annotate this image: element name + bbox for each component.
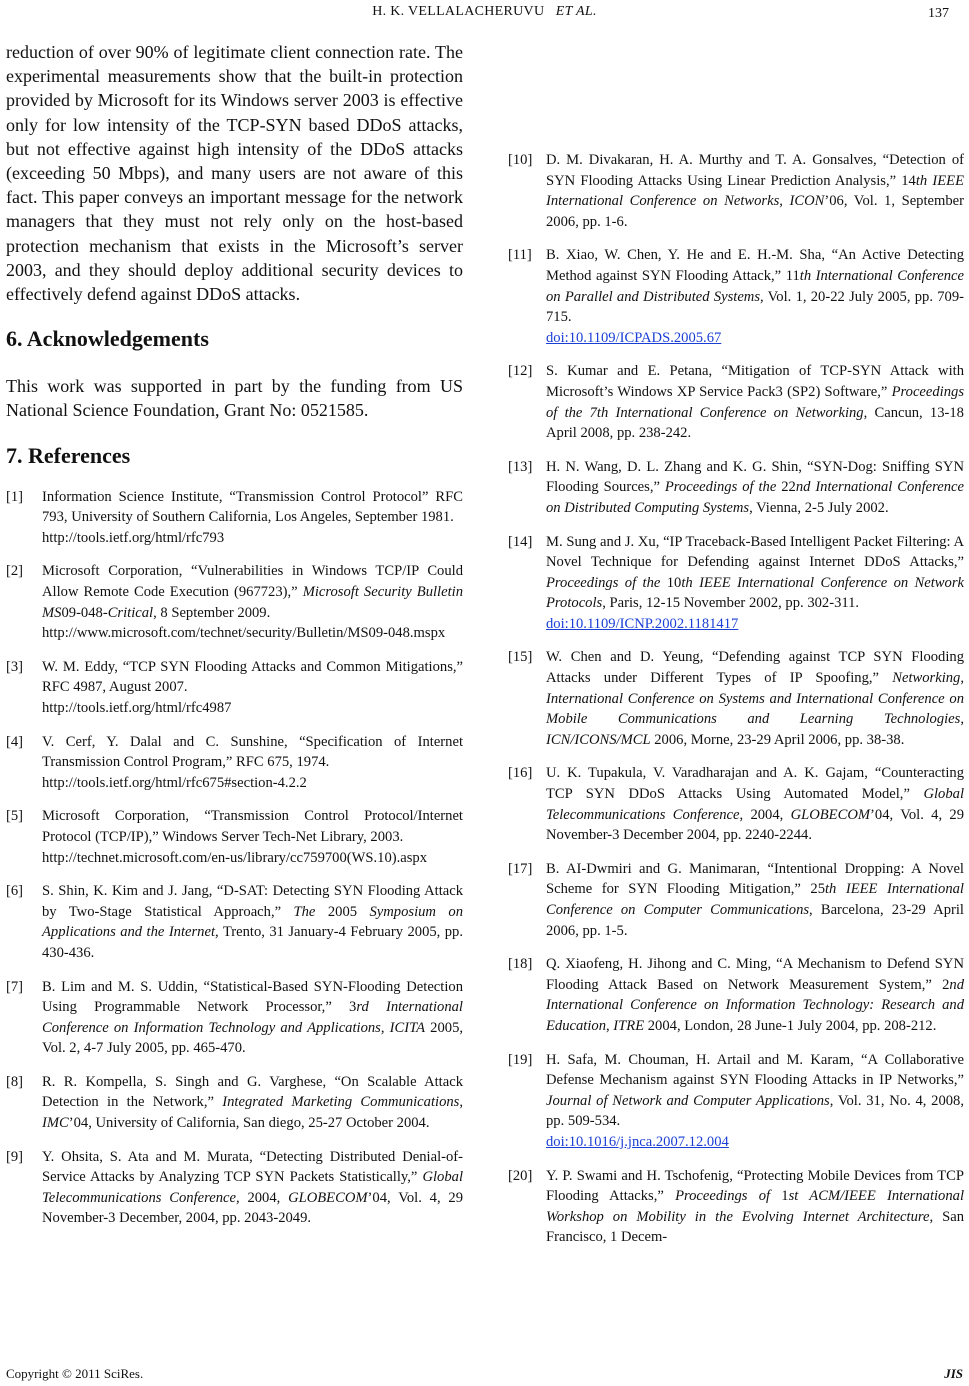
reference-text: , Barcelona, 23-29 April 2006, pp. 1-5.: [546, 902, 964, 939]
reference-number: [19]: [508, 1051, 533, 1068]
reference-venue: Journal of Network and Computer Applications: [546, 1092, 830, 1109]
reference-text: ,: [779, 193, 790, 210]
acknowledgements-text: This work was supported in part by the funding from US National Science Foundation, Grant No: 0521585.: [6, 376, 463, 421]
reference-text: , Cancun, 13-18 April 2008, pp. 238-242.: [546, 404, 964, 442]
acknowledgements-heading: 6. Acknowledgements: [6, 326, 209, 352]
reference-venue: Global Telecommunications Conference: [42, 1169, 463, 1206]
reference-venue: Global Telecommunications Conference: [546, 786, 964, 823]
reference-text: B. Lim and M. S. Uddin, “Statistical-Based SYN-Flooding Detection Using Programmable Network Processor,” 3: [42, 978, 463, 1016]
reference-number: [10]: [508, 152, 533, 168]
reference-text: , Vol. 1, 20-22 July 2005, pp. 709-715.: [546, 288, 964, 326]
reference-url[interactable]: http://www.microsoft.com/technet/security/Bulletin/MS09-048.mspx: [42, 625, 446, 642]
reference-number: [8]: [6, 1073, 24, 1090]
reference-text: 2004, London, 28 June-1 July 2004, pp. 208-212.: [644, 1017, 937, 1034]
reference-item: [6, 806, 463, 868]
doi-link[interactable]: doi:10.1016/j.jnca.2007.12.004: [546, 1133, 729, 1150]
reference-text: Q. Xiaofeng, H. Jihong and C. Ming, “A Mechanism to Defend SYN Flooding Attack Based on Network Measurement System,” 2: [546, 956, 964, 993]
reference-text: Y. P. Swami and H. Tschofenig, “Protecting Mobile Devices from TCP Flooding Attacks,”: [546, 1167, 964, 1205]
reference-number: [15]: [508, 649, 533, 666]
reference-text: ,: [606, 1017, 614, 1034]
reference-list-left: [6, 487, 463, 1229]
reference-venue: GLOBECOM: [288, 1189, 368, 1206]
running-title: [0, 4, 969, 20]
reference-text: ’04, University of California, San diego, 25-27 October 2004.: [68, 1115, 430, 1132]
reference-venue: Integrated Marketing Communications: [222, 1094, 460, 1111]
reference-number: [17]: [508, 860, 533, 877]
conclusion-paragraph: reduction of over 90% of legitimate client connection rate. The experimental measurements show that the built-in protection provided by Microsoft for its Windows server 2003 is effective only for low intensity of the TCP-SYN based DDoS attacks, but not effective against high intensity of the DDoS attacks (exceeding 50 Mbps), and many users are not aware of this fact. This paper conveys an important message for the network managers that they must not rely only on the host-based protection mechanism that exists in the Microsoft’s server 2003, and they should deploy additional security devices to effectively defend against DDoS attacks.: [6, 42, 463, 305]
reference-number: [16]: [508, 765, 533, 782]
doi-link[interactable]: doi:10.1109/ICNP.2002.1181417: [546, 615, 739, 632]
reference-venue: GLOBECOM: [790, 806, 871, 823]
reference-venue: Symposium on Applications and the Internet: [42, 903, 463, 941]
reference-venue: ICN/ICONS/MCL: [546, 731, 651, 748]
reference-text: 10: [660, 574, 682, 591]
reference-text: , 2004,: [235, 1189, 289, 1206]
reference-number: [18]: [508, 956, 533, 973]
reference-text: W. Chen and D. Yeung, “Defending against TCP SYN Flooding Attacks under Different Types of IP Spoofing,”: [546, 649, 964, 687]
reference-item: [6, 732, 463, 794]
reference-url[interactable]: http://tools.ietf.org/html/rfc793: [42, 529, 225, 546]
reference-item: [508, 763, 964, 845]
reference-venue: th IEEE International Conference on Networks: [546, 172, 964, 210]
reference-text: , Trento, 31 January-4 February 2005, pp. 430-436.: [42, 924, 463, 961]
reference-text: S. Shin, K. Kim and J. Jang, “D-SAT: Detecting SYN Flooding Attack by Two-Stage Statistical Approach,”: [42, 883, 463, 920]
reference-venue: IMC: [42, 1115, 69, 1132]
reference-text: , Vienna, 2-5 July 2002.: [749, 499, 889, 516]
reference-item: [508, 532, 964, 635]
reference-number: [1]: [6, 488, 24, 505]
reference-item: [6, 487, 463, 549]
reference-number: [2]: [6, 563, 24, 580]
reference-item: [508, 457, 964, 519]
reference-url[interactable]: http://technet.microsoft.com/en-us/library/cc759700(WS.10).aspx: [42, 849, 428, 866]
reference-text: Microsoft Corporation, “Transmission Control Protocol/Internet Protocol (TCP/IP),” Windows Server Tech-Net Library, 2003.: [42, 808, 463, 845]
reference-venue: ICITA: [389, 1019, 426, 1036]
reference-item: [508, 245, 964, 348]
reference-venue: Microsoft Security Bulletin MS: [42, 584, 463, 621]
reference-url[interactable]: http://tools.ietf.org/html/rfc675#section-4.2.2: [42, 774, 307, 791]
reference-text: 22: [776, 479, 796, 496]
reference-number: [14]: [508, 533, 533, 550]
reference-item: [508, 954, 964, 1036]
reference-number: [13]: [508, 458, 533, 475]
reference-venue: th IEEE International Conference on Computer Communications: [546, 881, 964, 918]
reference-number: [20]: [508, 1167, 533, 1184]
reference-text: , Vol. 31, No. 4, 2008, pp. 509-534.: [546, 1092, 964, 1130]
reference-item: [508, 150, 964, 232]
reference-text: 2006, Morne, 23-29 April 2006, pp. 38-38.: [650, 731, 905, 748]
reference-text: Y. Ohsita, S. Ata and M. Murata, “Detecting Distributed Denial-of-Service Attacks by Analyzing TCP SYN Packets Statistically,”: [42, 1148, 463, 1186]
reference-text: 2005: [315, 903, 370, 920]
running-header: [0, 4, 969, 26]
reference-text: S. Kumar and E. Petana, “Mitigation of TCP-SYN Attack with Microsoft’s Windows XP Service Pack3 (SP2) Software,”: [546, 363, 964, 400]
reference-text: 09-048-: [61, 604, 108, 621]
reference-text: V. Cerf, Y. Dalal and C. Sunshine, “Specification of Internet Transmission Control Program,” RFC 675, 1974.: [42, 733, 463, 771]
reference-text: B. Xiao, W. Chen, Y. He and E. H.-M. Sha, “An Active Detecting Method against SYN Flooding Attack,” 11: [546, 247, 964, 284]
reference-text: H. Safa, M. Chouman, H. Artail and M. Karam, “A Collaborative Defense Mechanism against SYN Flooding Attacks in IP Networks,”: [546, 1051, 964, 1089]
reference-item: [6, 977, 463, 1059]
reference-item: [6, 1147, 463, 1229]
reference-number: [11]: [508, 247, 532, 264]
reference-text: ,: [380, 1019, 390, 1036]
reference-text: 2005, Vol. 2, 4-7 July 2005, pp. 465-470.: [42, 1019, 464, 1057]
reference-venue: The: [293, 903, 316, 920]
reference-text: Microsoft Corporation, “Vulnerabilities in Windows TCP/IP Could Allow Remote Code Execution (967723),”: [42, 563, 463, 601]
copyright-notice: Copyright © 2011 SciRes.: [6, 1366, 144, 1381]
reference-url[interactable]: http://tools.ietf.org/html/rfc4987: [42, 699, 232, 716]
reference-text: ’04, Vol. 4, 29 November-3 December 2004, pp. 2240-2244.: [546, 806, 964, 844]
reference-item: [508, 859, 964, 941]
reference-number: [3]: [6, 658, 24, 675]
reference-text: ’04, Vol. 4, 29 November-3 December, 2004, pp. 2043-2049.: [42, 1189, 463, 1227]
reference-venue: Proceedings of the: [664, 479, 777, 496]
reference-item: [6, 881, 463, 963]
reference-text: R. R. Kompella, S. Singh and G. Varghese, “On Scalable Attack Detection in the Network,”: [42, 1073, 463, 1111]
reference-text: Information Science Institute, “Transmission Control Protocol” RFC 793, University of Southern California, Los Angeles, September 1981.: [42, 488, 463, 526]
reference-venue: rd International Conference on Information Technology and Applications: [42, 999, 463, 1036]
reference-text: U. K. Tupakula, V. Varadharajan and A. K. Gajam, “Counteracting TCP SYN DDoS Attacks Using Automated Model,”: [546, 765, 964, 803]
reference-text: ,: [960, 711, 964, 728]
reference-text: M. Sung and J. Xu, “IP Traceback-Based Intelligent Packet Filtering: A Novel Technique for Defending against Internet DDoS Attacks,”: [546, 533, 964, 571]
reference-venue: Proceedings of the 7th International Conference on Networking: [546, 383, 964, 421]
reference-item: [508, 647, 964, 750]
doi-link[interactable]: doi:10.1109/ICPADS.2005.67: [546, 329, 722, 346]
reference-text: B. AI-Dwmiri and G. Manimaran, “Intentional Dropping: A Novel Scheme for SYN Flooding Mitigation,” 25: [546, 860, 964, 898]
left-column: [6, 40, 463, 1242]
reference-venue: Networking, International Conference on Systems and International Conference on Mobile Communications and Learning Technologies: [546, 670, 964, 728]
reference-text: H. N. Wang, D. L. Zhang and K. G. Shin, “SYN-Dog: Sniffing SYN Flooding Sources,”: [546, 458, 964, 496]
reference-item: [6, 561, 463, 643]
reference-text: 1: [770, 1188, 789, 1205]
reference-number: [4]: [6, 733, 24, 750]
reference-text: , 8 September 2009.: [153, 604, 271, 621]
journal-abbrev: JIS: [944, 1366, 963, 1381]
reference-item: [508, 1050, 964, 1153]
reference-venue: Critical: [107, 604, 154, 621]
reference-text: , San Francisco, 1 Decem-: [546, 1208, 965, 1246]
reference-item: [6, 657, 463, 719]
reference-text: W. M. Eddy, “TCP SYN Flooding Attacks and Common Mitigations,” RFC 4987, August 2007.: [42, 658, 463, 696]
header-authors: H. K. VELLALACHERUVU: [372, 4, 545, 19]
reference-venue: ICON: [789, 193, 825, 210]
reference-text: ’06, Vol. 1, September 2006, pp. 1-6.: [546, 193, 965, 230]
reference-number: [9]: [6, 1148, 24, 1165]
reference-venue: st ACM/IEEE International Workshop on Mobility in the Evolving Internet Architecture: [546, 1188, 964, 1225]
reference-venue: nd International Conference on Information Technology: Research and Education: [546, 976, 964, 1034]
reference-venue: th International Conference on Parallel and Distributed Systems: [546, 267, 964, 305]
reference-item: [508, 1166, 964, 1248]
reference-item: [508, 361, 964, 443]
reference-text: ,: [459, 1094, 463, 1111]
reference-text: , Paris, 12-15 November 2002, pp. 302-311.: [602, 595, 860, 612]
reference-item: [6, 1072, 463, 1134]
reference-venue: nd International Conference on Distributed Computing Systems: [546, 479, 964, 516]
reference-number: [7]: [6, 978, 24, 995]
reference-number: [12]: [508, 363, 533, 380]
reference-number: [5]: [6, 808, 24, 825]
page-number: 137: [928, 6, 949, 21]
reference-text: D. M. Divakaran, H. A. Murthy and T. A. Gonsalves, “Detection of SYN Flooding Attacks Using Linear Prediction Analysis,” 14: [546, 152, 964, 189]
reference-venue: Proceedings of the: [546, 574, 661, 591]
references-heading: 7. References: [6, 442, 131, 468]
right-column: [508, 150, 964, 1261]
reference-venue: th IEEE International Conference on Network Protocols: [546, 574, 964, 612]
reference-venue: ITRE: [613, 1017, 645, 1034]
reference-number: [6]: [6, 883, 24, 900]
header-etal: ET AL.: [555, 4, 597, 19]
reference-text: , 2004,: [739, 806, 791, 823]
reference-venue: Proceedings of: [675, 1188, 771, 1205]
